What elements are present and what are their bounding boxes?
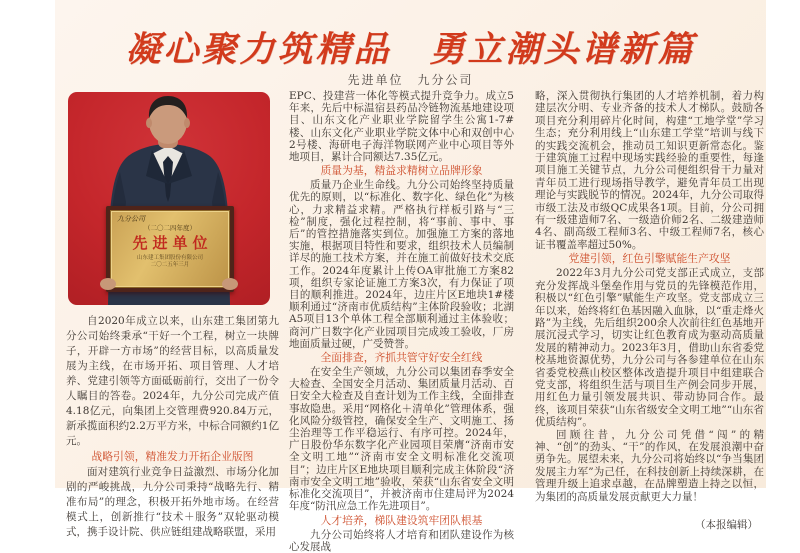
article-column-2	[289, 90, 514, 553]
subhead-party: 党建引领，红色引擎赋能生产攻坚	[568, 252, 731, 266]
article-headline: 凝心聚力筑精品 勇立潮头谱新篇	[125, 29, 696, 70]
article-column-3	[535, 90, 764, 531]
paragraph-quality: 质量乃企业生命线。九分公司始终坚持质量优先的原则，以“标准化、数字化、绿色化”为核心，力求精益求精。严格执行样板引路与“三检”制度，强化过程控制，将“事前、事中、事后”的管控措施落实到位。加强施工方案的落地实施，根据项目特性和要求，组织技术人员编制详尽的施工技术方案，并在施工前做好技术交底工作。2024年度累计上传OA审批施工方案82项，组织专家论证施工方案3次，有力保证了项目的顺利推进。2024年，边庄片区E地块1#楼顺利通过“济南市优质结构”主体阶段验收；北湖A5项目13个单体工程全部顺利通过主体验收；商河广日数字化产业园项目完成竣工验收，厂房地面质量过硬，广受赞誉。	[289, 179, 514, 350]
paragraph-strategy-cont: EPC、投建营一体化等模式提升竞争力。成立5年来，先后中标温宿县药品冷链物流基地建设项目、山东文化产业职业学院留学生公寓1-7#楼、山东文化产业职业学院文体中心和双创中心2号楼、海研电子海洋物联网产业中心项目等外地项目，累计合同额达7.35亿元。	[289, 90, 514, 164]
paragraph-intro: 自2020年成立以来，山东建工集团第九分公司始终秉承“干好一个工程，树立一块牌子，开辟一方市场”的经营目标，以高质量发展为主线，在市场开拓、项目管理、人才培养、党建引领等方面砥砺前行，交出了一份令人瞩目的答卷。2024年，九分公司完成产值4.18亿元，向集团上交管理费920.84万元，新承揽面积约2.2万平方米，中标合同额约1亿元。	[66, 315, 279, 447]
right-hand	[222, 278, 238, 290]
paragraph-party: 2022年3月九分公司党支部正式成立，支部充分发挥战斗堡垒作用与党员的先锋模范作用，积极以“红色引擎”赋能生产攻坚。党支部成立三年以来，始终将红色基因融入血脉，以“重走烽火路”为主线，先后组织200余人次前往红色基地开展沉浸式学习，切实让红色教育成为驱动高质量发展的精神动力。2023年3月，借助山东省委党校基地资源优势，九分公司与各参建单位在山东省委党校燕山校区整体改造提升项目中组建联合党支部，将组织生活与项目生产例会同步开展，用红色力量引领发展共识、带动协同合作。最终，该项目荣获“山东省级安全文明工地”“山东省优质结构”。	[535, 267, 764, 429]
plaque-year: （二〇二四年度）	[144, 224, 196, 232]
award-plaque	[106, 206, 234, 292]
subhead-strategy: 战略引领，精准发力开拓企业版图	[91, 450, 254, 463]
paragraph-strategy: 面对建筑行业竞争日益激烈、市场分化加剧的严峻挑战，九分公司秉持“战略先行、精准布局”的理念，积极开拓外地市场。在经营模式上，创新推行“技术＋服务”双轮驱动模式，携手设计院、供应链组建战略联盟，采用	[66, 466, 279, 538]
paragraph-talent-start: 九分公司始终将人才培育和团队建设作为核心发展战	[289, 528, 514, 553]
plaque-unit-name: 九分公司	[117, 215, 145, 223]
paragraph-talent-cont: 略，深入贯彻执行集团的人才培养机制，着力构建层次分明、专业齐备的技术人才梯队。鼓励各项目充分利用碎片化时间，构建“工地学堂”学习生态；充分利用线上“山东建工学堂”培训与线下的实践交流机会，推动员工知识更新常态化。鉴于建筑施工过程中现场实践经验的重要性，每逢项目施工关键节点，九分公司便组织骨干力量对青年员工进行现场指导教学，避免青年员工出现理论与实践脱节的情况。2024年，九分公司取得市级工法及市级QC成果各1项。目前，分公司拥有一级建造师7名、一级造价师2名、二级建造师4名、副高级工程师3名、中级工程师7名，核心证书覆盖率超过50%。	[535, 90, 764, 251]
newspaper-page	[55, 0, 766, 553]
byline: （本报编辑）	[695, 519, 758, 531]
plaque-date: 二〇二五年三月	[150, 262, 190, 268]
left-hand	[100, 278, 116, 290]
article-column-1	[66, 90, 279, 540]
award-photo	[68, 92, 270, 305]
award-plaque-face	[111, 211, 229, 287]
plaque-award-title: 先进单位	[132, 234, 213, 252]
plaque-issuer: 山东建工集团股份有限公司	[136, 255, 203, 261]
subhead-quality: 质量为基，精益求精树立品牌形象	[320, 164, 483, 178]
article-subtitle: 先进单位 九分公司	[347, 73, 474, 87]
subhead-talent: 人才培养，梯队建设筑牢团队根基	[320, 513, 483, 527]
paragraph-outlook: 回顾往昔，九分公司凭借“闯”的精神、“创”的劲头、“干”的作风，在发展浪潮中奋勇争先。展望未来，九分公司将始终以“争当集团发展主力军”为己任，在科技创新上持续深耕，在管理升级上追求卓越，在品牌塑造上持之以恒，为集团的高质量发展贡献更大力量！	[535, 428, 764, 503]
paragraph-safety: 在安全生产领域，九分公司以集团春季安全大检查、全国安全月活动、集团质量月活动、百日安全大检查及自查计划为工作主线，全面排查事故隐患。采用“网格化＋清单化”管理体系，强化风险分级管控，确保安全生产、文明施工、扬尘治理等工作平稳运行、有序可控。2024年，广日股份华东数字化产业园项目荣膺“济南市安全文明工地”“济南市安全文明标准化交流项目”；边庄片区E地块项目顺利完成主体阶段“济南市安全文明工地”验收，荣获“山东省安全文明标准化交流项目”，并被济南市住建局评为2024年度“防汛应急工作先进项目”。	[289, 366, 514, 513]
subhead-safety: 全面排查，齐抓共管守好安全红线	[320, 351, 483, 365]
